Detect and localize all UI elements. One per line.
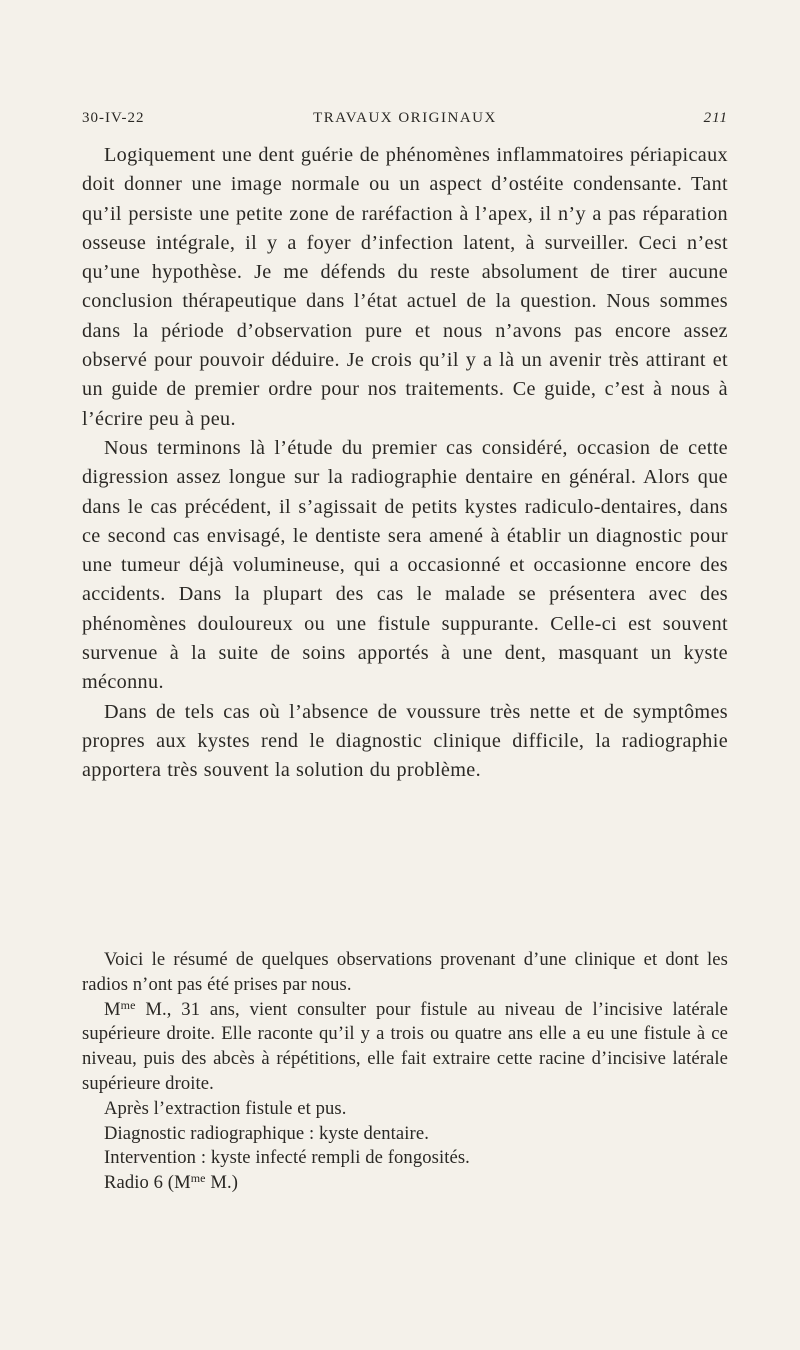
observations-text xyxy=(82,948,728,1196)
case-description: M., 31 ans, vient consulter pour fistule au niveau de l’incisive latérale supérieure droite. Elle raconte qu’il y a trois ou quatre ans elle a eu une fistule à ce niveau, puis des abcès à répétitions, elle fait extraire cette racine d’incisive latérale supérieure droite. xyxy=(82,998,728,1094)
paragraph-case-mme-m xyxy=(82,998,728,1097)
page-number: 211 xyxy=(703,110,728,126)
main-text xyxy=(82,141,728,786)
radio-sup: me xyxy=(190,1171,206,1186)
radio-suffix: M.) xyxy=(205,1172,239,1194)
paragraph-diagnosis-role: Dans de tels cas où l’absence de voussure très nette et de symptômes propres aux kystes rend le diagnostic clinique difficile, la radiographie apportera très souvent la solution du problème. xyxy=(82,700,728,782)
line-radio-reference xyxy=(82,1171,728,1196)
running-header xyxy=(82,110,728,134)
paragraph-radiographic-hypothesis: Logiquement une dent guérie de phénomènes inflammatoires périapicaux doit donner une image normale ou un aspect d’ostéite condensante. Tant qu’il persiste une petite zone de raréfaction à l’apex, il n’y a pas réparation osseuse intégrale, il y a foyer d’infection latent, à surveiller. Ceci n’est qu’une hypothèse. Je me défends du reste absolument de tirer aucune conclusion thérapeutique dans l’état actuel de la question. Nous sommes dans la période d’observation pure et nous n’avons pas encore assez observé pour pouvoir déduire. Je crois qu’il y a là un avenir très attirant et un guide de premier ordre pour nos traitements. Ce guide, c’est à nous à l’écrire peu à peu. xyxy=(82,144,728,430)
case-honorific: M xyxy=(104,998,121,1020)
line-intervention: Intervention : kyste infecté rempli de fongosités. xyxy=(104,1147,470,1169)
paragraph-observations-intro: Voici le résumé de quelques observations provenant d’une clinique et dont les radios n’ont pas été prises par nous. xyxy=(82,949,728,995)
paragraph-second-case: Nous terminons là l’étude du premier cas considéré, occasion de cette digression assez longue sur la radiographie dentaire en général. Alors que dans le cas précédent, il s’agissait de petits kystes radiculo-dentaires, dans ce second cas envisagé, le dentiste sera amené à établir un diagnostic pour une tumeur déjà volumineuse, qui a occasionné et occasionne encore des accidents. Dans la plupart des cas le malade se présentera avec des phénomènes douloureux ou une fistule suppurante. Celle-ci est souvent survenue à la suite de soins apportés à une dent, masquant un kyste méconnu. xyxy=(82,436,728,694)
header-title: TRAVAUX ORIGINAUX xyxy=(313,110,497,126)
header-date: 30-IV-22 xyxy=(82,110,145,126)
line-after-extraction: Après l’extraction fistule et pus. xyxy=(104,1097,347,1119)
case-honorific-sup: me xyxy=(120,997,136,1012)
line-diagnosis: Diagnostic radiographique : kyste dentaire. xyxy=(104,1122,429,1144)
radio-prefix: Radio 6 (M xyxy=(104,1172,191,1194)
